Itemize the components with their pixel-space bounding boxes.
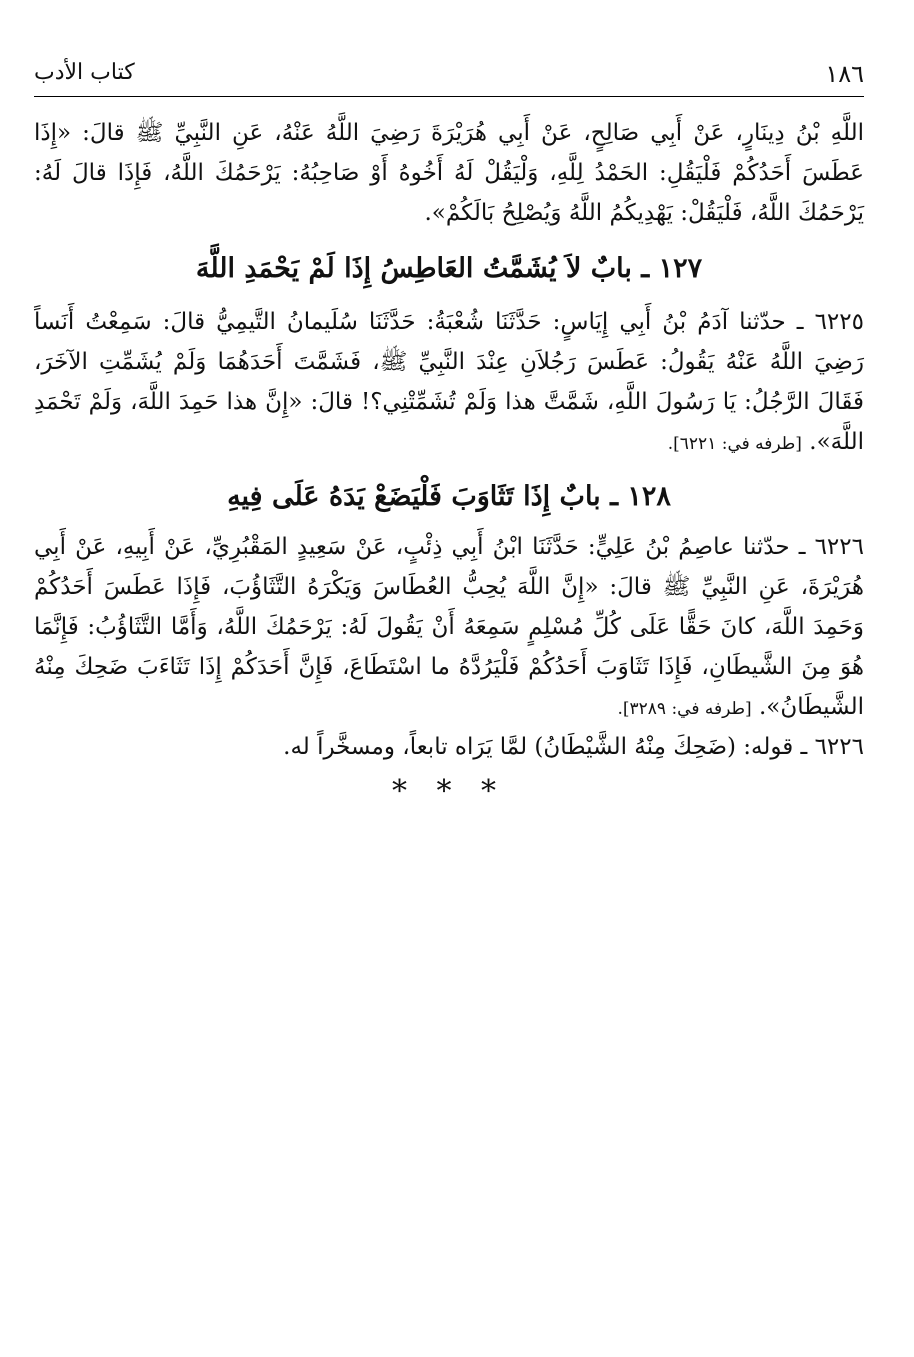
running-header xyxy=(34,58,864,94)
commentary-note: ٦٢٢٦ ـ قوله: (ضَحِكَ مِنْهُ الشَّيْطَانُ) لمَّا يَرَاه تابعاً، ومسخَّراً له. xyxy=(283,734,864,760)
hadith-6225-paragraph xyxy=(34,302,864,464)
hadith-continuation-paragraph xyxy=(34,113,864,233)
paragraph-text: اللَّهِ بْنُ دِينَارٍ، عَنْ أَبِي صَالِحٍ، عَنْ أَبِي هُرَيْرَةَ رَضِيَ اللَّهُ عَنْهُ، عَنِ النَّبِيِّ ﷺ قالَ: «إِذَا عَطَسَ أَحَدُكُمْ فَلْيَقُلِ: الحَمْدُ لِلَّهِ، وَلْيَقُلْ لَهُ أَخُوهُ أَوْ صَاحِبُهُ: يَرْحَمُكَ اللَّهُ، فَإِذَا قالَ لَهُ: يَرْحَمُكَ اللَّهُ، فَلْيَقُلْ: يَهْدِيكُمُ اللَّهُ وَيُصْلِحُ بَالَكُمْ». xyxy=(34,120,864,226)
chapter-heading-128: ١٢٨ ـ بابٌ إِذَا تَثَاوَبَ فَلْيَضَعْ يَدَهُ عَلَى فِيهِ xyxy=(227,481,671,512)
paragraph-text: ٦٢٢٥ ـ حدّثنا آدَمُ بْنُ أَبِي إِيَاسٍ: حَدَّثَنَا شُعْبَةُ: حَدَّثَنَا سُلَيمانُ التَّيمِيُّ قالَ: سَمِعْتُ أَنَساً رَضِيَ اللَّهُ عَنْهُ يَقُولُ: عَطَسَ رَجُلاَنِ عِنْدَ النَّبِيِّ ﷺ، فَشَمَّتَ أَحَدَهُمَا وَلَمْ يُشَمِّتِ الآخَرَ، فَقَالَ الرَّجُلُ: يَا رَسُولَ اللَّهِ، شَمَّتَّ هذا وَلَمْ تُشَمِّتْنِي؟! قالَ: «إِنَّ هذا حَمِدَ اللَّهَ، وَلَمْ تَحْمَدِ اللَّهَ». xyxy=(34,309,864,455)
cross-reference: [طرفه في: ٦٢٢١]. xyxy=(667,434,802,454)
book-title: كتاب الأدب xyxy=(34,60,135,85)
cross-reference: [طرفه في: ٣٢٨٩]. xyxy=(617,699,752,719)
hadith-6226-paragraph xyxy=(34,527,864,729)
section-separator: * * * xyxy=(391,774,507,809)
paragraph-text: ٦٢٢٦ ـ حدّثنا عاصِمُ بْنُ عَلِيٍّ: حَدَّثَنَا ابْنُ أَبِي ذِئْبٍ، عَنْ سَعِيدٍ المَقْبُرِيِّ، عَنْ أَبِيهِ، عَنْ أَبِي هُرَيْرَةَ، عَنِ النَّبِيِّ ﷺ قالَ: «إِنَّ اللَّهَ يُحِبُّ العُطَاسَ وَيَكْرَهُ التَّثَاؤُبَ، فَإِذَا عَطَسَ أَحَدُكُمْ وَحَمِدَ اللَّهَ، كانَ حَقًّا عَلَى كُلِّ مُسْلِمٍ سَمِعَهُ أَنْ يَقُولَ لَهُ: يَرْحَمُكَ اللَّهُ، وَأَمَّا التَّثَاؤُبُ: فَإِنَّمَا هُوَ مِنَ الشَّيطَانِ، فَإِذَا تَثَاوَبَ أَحَدُكُمْ فَلْيَرُدَّهُ ما اسْتَطَاعَ، فَإِنَّ أَحَدَكُمْ إِذَا تَثَاءَبَ ضَحِكَ مِنْهُ الشَّيطَانُ». xyxy=(34,534,864,720)
page-number: ١٨٦ xyxy=(825,60,864,88)
chapter-heading-127: ١٢٧ ـ بابٌ لاَ يُشَمَّتُ العَاطِسُ إِذَا لَمْ يَحْمَدِ اللَّهَ xyxy=(195,253,703,284)
header-rule xyxy=(34,96,864,97)
